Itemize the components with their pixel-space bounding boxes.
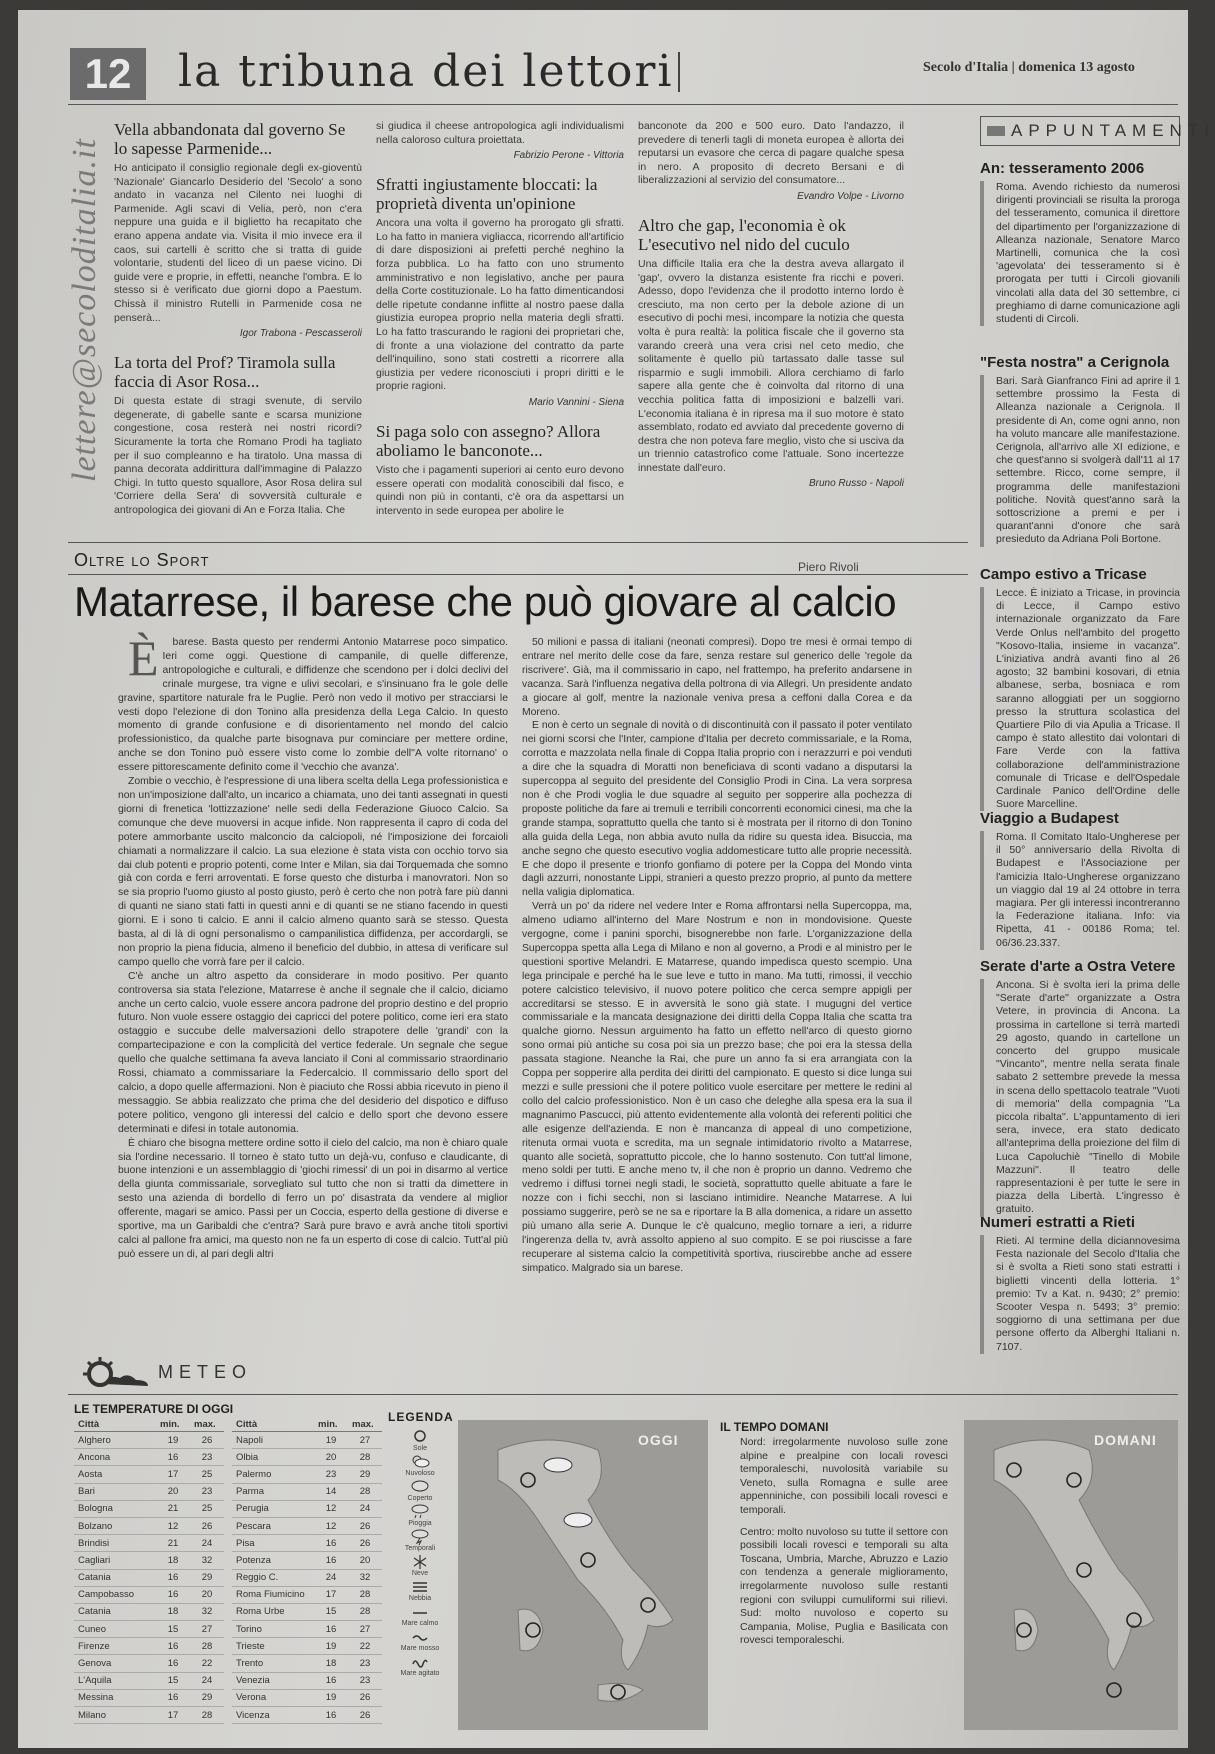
temperature-city: Parma: [232, 1483, 314, 1500]
temperature-row: [74, 1707, 224, 1724]
temperatures-table-2: [232, 1418, 382, 1724]
article-column-1: [118, 630, 508, 1380]
appuntamenti-header: APPUNTAMENTI: [980, 116, 1180, 146]
temperature-city: Venezia: [232, 1672, 314, 1689]
temperature-city: Bolzano: [74, 1517, 156, 1534]
article-top-rule: [68, 542, 968, 543]
rain-icon: [411, 1503, 429, 1520]
temperature-max: 26: [190, 1517, 224, 1534]
temperature-row: [232, 1535, 382, 1552]
meteo-logo: [78, 1356, 253, 1390]
temperature-city: Messina: [74, 1689, 156, 1706]
legend-label: Temporali: [404, 1545, 436, 1552]
meteo-logo-text: METEO: [158, 1362, 253, 1382]
temperature-min: 16: [156, 1569, 190, 1586]
temperature-min: 16: [314, 1672, 348, 1689]
legend-item: [390, 1453, 450, 1478]
temperature-max: 29: [348, 1466, 382, 1483]
temperature-min: 16: [156, 1449, 190, 1466]
italy-map-today: [458, 1420, 708, 1730]
temperature-row: [74, 1432, 224, 1449]
temperature-max: 29: [190, 1689, 224, 1706]
temperature-min: 18: [156, 1552, 190, 1569]
forecast-paragraph: Nord: irregolarmente nuvoloso sulle zone alpine e prealpine con locali rovesci temporaleschi, nuvolosità variabile su Veneto, sulla Romagna e sulle aree appenniniche, con possibili locali rovesci e temporali.: [740, 1436, 948, 1516]
temperature-row: [74, 1689, 224, 1706]
temperature-min: 16: [156, 1638, 190, 1655]
temperature-row: [74, 1535, 224, 1552]
article-byline: Piero Rivoli: [798, 560, 859, 574]
legend-label: Neve: [411, 1570, 429, 1577]
legend-item: [390, 1478, 450, 1503]
temperature-row: [232, 1466, 382, 1483]
temperature-max: 23: [348, 1655, 382, 1672]
vertical-email-brand: lettere@secoloditalia.it: [66, 138, 103, 482]
temperature-min: 15: [156, 1621, 190, 1638]
temperature-max: 26: [348, 1707, 382, 1724]
legend-label: Sole: [412, 1445, 427, 1452]
temperature-max: 32: [348, 1569, 382, 1586]
temperature-row: [232, 1603, 382, 1620]
temperature-max: 32: [190, 1552, 224, 1569]
temperature-min: 16: [314, 1621, 348, 1638]
temperature-city: Ancona: [74, 1449, 156, 1466]
temperature-city: Cagliari: [74, 1552, 156, 1569]
appuntamento-body: Lecce. È iniziato a Tricase, in provincia di Lecce, il Campo estivo internazionale organizzato da Fare Verde Onlus nell'ambito del progetto "Kosovo-Italia, insieme in vacanza". L'iniziativa andrà avanti fino al 26 agosto; 32 bambini kosovari, di etnia albanese, serba, bosniaca e rom saranno alloggiati per un soggiorno presso la struttura scolastica del Quartiere Pilo di via Apulia a Tricase. Il campo è stato allestito dai volontari di Fare Verde con la fattiva collaborazione dell'amministrazione comunale di Tricase e dell'Ospedale Cardinale Panico dell'Ordine delle Suore Marcelline.: [980, 587, 1180, 811]
temperature-max: 22: [348, 1638, 382, 1655]
article-paragraph: È barese. Basta questo per rendermi Antonio Matarrese poco simpatico. Ieri come oggi. Questione di campanile, di quelle differenze, antropologiche e culturali, e diffidenze che scendono per i dolci declivi del crinale murgese, tra vigne e ulivi secolari, e s'insinuano fra le gole delle gravine, spartitore naturale fra le Puglie. Però non vedo il motivo per stracciarsi le vesti dopo l'elezione di don Tonino alla presidenza della Lega Calcio. In questo momento di grande confusione e di disorientamento nel mondo del calcio professionistico, da qualche parte bisognava pur cominciare per mettere ordine, anche se don Tonino può essere visto come lo zombie dell''A volte ritornano' o essere pittorescamente definito come il 'vecchio che avanza'.: [118, 630, 508, 774]
temperature-min: 16: [314, 1552, 348, 1569]
forecast-text: [740, 1436, 948, 1656]
appuntamento-title: Viaggio a Budapest: [980, 810, 1119, 827]
legend-label: Nebbia: [408, 1595, 432, 1602]
temperature-row: [232, 1569, 382, 1586]
temperature-city: Pescara: [232, 1517, 314, 1534]
italy-map-tomorrow: [964, 1420, 1178, 1730]
temperature-max: 23: [348, 1672, 382, 1689]
temperature-max: 26: [190, 1432, 224, 1449]
temperature-row: [74, 1638, 224, 1655]
temperature-min: 17: [314, 1586, 348, 1603]
page-number: 12: [70, 48, 146, 100]
temperature-min: 12: [156, 1517, 190, 1534]
letter-body: Ancora una volta il governo ha prorogato gli sfratti. Lo ha fatto in maniera vigliacca, ricorrendo all'artificio di dare disposizioni ai prefetti perché neghino la forza pubblica. Lo ha fatto con uno strumento amministrativo e non legislativo, anche per paura della Corte costituzionale. Lo ha fatto dimenticandosi delle ripetute condanne inflitte al nostro paese dalla giustizia europea proprio nella materia degli sfratti. Lo ha fatto trascurando le ragioni dei proprietari che, di fronte a una violazione del contratto da parte dell'inquilino, sono stati costretti a ricorrere alla giustizia per vedere riconosciuti i propri diritti e le proprie ragioni.: [376, 217, 624, 393]
forecast-title: IL TEMPO DOMANI: [720, 1420, 829, 1434]
letter-body: Ho anticipato il consiglio regionale degli ex-gioventù 'Nazionale' Giancarlo Desiderio del 'Secolo' a sono andato in vacanza nel Cilento nei luoghi di Parmenide. Agli scavi di Velia, però, non c'era neppure una guida e il biglietto ha recapitato che erano appena andate via. Visita il mio invece era il caos, sui cartelli è scritto che si tratta di guide volontarie, studenti del liceo di un paese vicino. Di guide vere e proprie, in effetti, neanche l'ombra. E lo stesso si è verificato due giorni dopo a Paestum. Chissà il ministro Rutelli in Parmenide cosa ne penserà...: [114, 162, 362, 324]
letter-title: Altro che gap, l'economia è ok L'esecutivo nel nido del cuculo: [638, 215, 850, 254]
letter: [376, 422, 624, 518]
header-rule: [68, 104, 1178, 105]
masthead: Secolo d'Italia | domenica 13 agosto: [923, 60, 1135, 75]
drop-cap: È: [128, 630, 159, 686]
appuntamento-item: [980, 354, 1180, 547]
temperature-city: Reggio C.: [232, 1569, 314, 1586]
letter-title: Vella abbandonata dal governo Se lo sapesse Parmenide...: [114, 120, 346, 158]
letter: [376, 175, 624, 408]
letter-body: Una difficile Italia era che la destra aveva allargato il 'gap', ovvero la distanza esistente fra ricchi e poveri. Adesso, dopo l'evidenza che il prodotto interno lordo è cresciuto, ma non certo per la debole azione di un esecutivo di pochi mesi, incompare la notizia che questa volta è pura realtà: la politica fiscale che il governo sta varando creerà una vera crisi nel ceto medio, che solitamente è quello più tartassato dalle tasse sul risparmio e sugli immobili. Allora cerchiamo di farlo sapere alla gente che è coinvolta dal ritorno di una vecchia politica fatta di imposizioni e balzelli vari. L'economia italiana è in ripresa ma il suo motore è stato assemblato, rodato ed avviato dal precedente governo di destra che non poteva fare meglio, visto che si usciva da un triennio catastrofico come l'attuale. Sono incertezze innestate dall'euro.: [638, 257, 904, 474]
temperature-min: 19: [156, 1432, 190, 1449]
forecast-paragraph: Centro: molto nuvoloso su tutte il settore con possibili locali rovesci e temporali su alta Toscana, Umbria, Marche, Abruzzo e Lazio con tendenza a generale miglioramento, irregolarmente nuvoloso sulle restanti regioni con sviluppi cumuliformi sui rilievi. Sud: molto nuvoloso e coperto su Campania, Molise, Puglia e Basilicata con rovesci temporaleschi.: [740, 1525, 948, 1647]
temperature-city: Brindisi: [74, 1535, 156, 1552]
temperature-min: 17: [156, 1707, 190, 1724]
legend-title: LEGENDA: [388, 1410, 454, 1424]
temperature-min: 20: [156, 1483, 190, 1500]
appuntamento-item: [980, 160, 1180, 326]
temperature-row: [74, 1552, 224, 1569]
temperature-max: 23: [190, 1483, 224, 1500]
temperature-row: [232, 1672, 382, 1689]
appuntamento-title: "Festa nostra" a Cerignola: [980, 354, 1170, 371]
appuntamento-body: Bari. Sarà Gianfranco Fini ad aprire il 1 settembre prossimo la Festa di Alleanza nazionale a Cerignola. Il presidente di An, come ogni anno, non ha voluto mancare alle manifestazione. Cerignola, all'arrivo alle XI edizione, e che quest'anno si svolgerà dall'11 al 17 settembre. Ricco, come sempre, il programma delle manifestazioni politiche. Novità quest'anno sarà la sottoscrizione a premi e per i quarant'anni d'onore che sarà presieduto da Adriana Poli Bortone.: [980, 375, 1180, 547]
weather-map-tomorrow: [964, 1420, 1178, 1730]
temperature-min: 16: [314, 1535, 348, 1552]
temperature-max: 28: [348, 1586, 382, 1603]
temperature-min: 18: [314, 1655, 348, 1672]
temperature-city: Cuneo: [74, 1621, 156, 1638]
weather-legend: [390, 1428, 450, 1678]
appuntamento-title: An: tesseramento 2006: [980, 160, 1145, 177]
temperature-city: Napoli: [232, 1432, 314, 1449]
temperature-city: Bari: [74, 1483, 156, 1500]
temperature-city: Olbia: [232, 1449, 314, 1466]
article-paragraph: Zombie o vecchio, è l'espressione di una libera scelta della Lega professionistica e non un'imposizione dall'alto, un incarico a chiamata, uno dei tanti assegnati in questi giorni di frenetica 'lottizzazione' nelle sedi della Federazione Giuoco Calcio. Sa comunque che deve muoversi in acque infide. Non rappresenta il capro di coda del potere ammorbante uscito malconcio da calciopoli, né l'imposizione dei forcaioli chiamati a normalizzare il calcio. La sua elezione è stata vista con occhio torvo sia dai club potenti e proprio potenti, come Inter e Milan, sia dai Torquemada che somno già con corda e ferri arroventati. E forse questo che disturba i manovratori. Non so se sia proprio l'uomo giusto al posto giusto, però è certo che non potrà fare più danni di quanti ne siano stati fatti in questi anni e di quanti se ne stiano facendo in questi giorni. E i sono ti calcio. E anni il calcio almeno quanto sarà se stesso. Questa basta, al di là di ogni personalismo o campanilistica diffidenza, per accordargli, se non proprio la piena fiducia, almeno il beneficio del dubbio, in attesa di verificare sul campo quello che vorrà fare per il calcio.: [118, 776, 508, 968]
letter: [114, 120, 362, 339]
legend-item: [390, 1628, 450, 1653]
temperature-max: 29: [190, 1569, 224, 1586]
temperature-row: [232, 1500, 382, 1517]
temperature-row: [74, 1603, 224, 1620]
appuntamento-item: [980, 810, 1180, 950]
article-paragraph: Verrà un po' da ridere nel vedere Inter e Roma affrontarsi nella Supercoppa, ma, almeno udiamo all'interno del Mare Nostrum e non in mondovisione. Queste vergogne, come i panini sporchi, bisognerebbe non farle. L'organizzazione della Supercoppa spetta alla Lega di Milano e non al governo, a Prodi e al ministro per le questioni sportive Melandri. E Matarrese, quando impedisca questo scempio. Una lega principale e perché ha le sue leve e tutto in mano. Ma tutti, rimossi, il vecchio potere calcistico televisivo, il nuovo potere politico che cerca sempre appigli per accreditarsi se stesso. E in avversità le sono già state. I mugugni del vertice commissariale e la mancata designazione dei diritti della Coppa Italia che scatta tra qualche giorno. Nessun arguimento ha fatto un effetto nell'arco di questo giorno sono ormai più antiche su cosa poi sia un prezzo base; che poi era la stessa della passata stagione. Neanche la Rai, che pure un anno fa si era arrangiata con la Coppa per sopperire alla perdita dei diritti del campionato. E questo si dice lunga sui mezzi e sulle pressioni che il potere politico vuole esercitare per mettere le redini al collo del calcio professionistico. Non è un caso che deleghe alla spesa era la sua il magnanimo Pascucci, più attento evidentemente alla volontà dei referenti politici che alle esigenze dell'azienda. E non è mancanza di appeal di uno competizione, ritenuta ormai vuota e scredita, ma un segnale intimidatorio rivolto a Matarrese, quanto alle società, soprattutto piccole, che lo hanno sostenuto. Con tutt'al limone, meno soldi per tutti. E anche meno tv, il che non è proprio un danno. Vedremo che vedremo i diffusi tornei negli stadi, le società, soprattutto quelle abituate a fare le nozze con i fichi secchi, non si lasciano intimidire. Neanche Matarrese. A lui possiamo suggerire, però se ne sa e riportare la B alla domenica, a ridare un assetto più umano alla serie A. Dunque le c'è qualcuno, meglio tornare a ieri, a ridurre l'ingerenza della tv, avrà assolto appieno al suo compito. E se poi riuscisse a fare recuperare al sistema calcio la competitività sportiva, riuscirebbe anche ad essere simpatico. Malgrado sia un barese.: [522, 901, 912, 1274]
temperature-max: 25: [190, 1500, 224, 1517]
col-min: min.: [314, 1418, 348, 1432]
article-kicker: Oltre lo Sport: [74, 550, 210, 570]
article-paragraph: E non è certo un segnale di novità o di discontinuità con il passato il poter ventilato nei giorni scorsi che l'Inter, campione d'Italia per decreto commissariale, e la Roma, corrotta e mazzolata nella finale di Coppa Italia proprio con i nerazzurri e poi venduti a dire che la squadra di Moratti non beneficiava di sconti vadano a disputarsi la supercoppa al seguito del presidente del Consiglio Prodi in Cina. La vera sorpresa non è che Prodi voglia le due squadre al seguito per sopperire alla pochezza di proposte politiche da fare ai tremuli e terribili concorrenti economici cinesi, ma che la grande stampa, soprattutto quella che tanto si è mostrata per il ritorno di don Tonino alla guida della Lega, non abbia avuto nulla da ridire su questa idea. Bisuccia, ma anche segno che questo esecutivo voglia addomesticare tutto alle proprie necessità. E che dopo il presente e trionfo gonfiamo di potere per la Coppa del Mondo vinta dagli azzurri, nonostante Lippi, stranieri a questo prezzo proprio, al punto da mettere nella valigia diplomatica.: [522, 720, 912, 899]
newspaper-page: [18, 10, 1215, 1748]
letter-title: Sfratti ingiustamente bloccati: la proprietà diventa un'opinione: [376, 175, 598, 214]
temperature-row: [74, 1621, 224, 1638]
temperature-max: 28: [190, 1707, 224, 1724]
appuntamento-item: [980, 566, 1180, 811]
temperature-row: [74, 1586, 224, 1603]
temperature-city: Milano: [74, 1707, 156, 1724]
temperatures-table-1: [74, 1418, 224, 1724]
appuntamento-title: Serate d'arte a Ostra Vetere: [980, 958, 1176, 975]
temperature-min: 19: [314, 1432, 348, 1449]
temperature-min: 19: [314, 1689, 348, 1706]
temperature-row: [232, 1552, 382, 1569]
temperature-row: [232, 1707, 382, 1724]
temperature-city: Roma Urbe: [232, 1603, 314, 1620]
temperature-max: 25: [190, 1466, 224, 1483]
temperature-max: 24: [190, 1535, 224, 1552]
temperature-max: 27: [348, 1432, 382, 1449]
letter-body: Visto che i pagamenti superiori ai cento euro devono essere operati con modalità conoscibili dal fisco, e quindi non più in contanti, c'è ora da aspettarsi un intervento in sede europea per abolire le: [376, 463, 624, 517]
temperature-max: 23: [190, 1449, 224, 1466]
temperature-row: [74, 1466, 224, 1483]
temperature-max: 22: [190, 1655, 224, 1672]
temperature-row: [74, 1517, 224, 1534]
temperature-max: 24: [190, 1672, 224, 1689]
appuntamento-item: [980, 958, 1180, 1217]
appuntamento-body: Roma. Il Comitato Italo-Ungherese per il 50° anniversario della Rivolta di Budapest e l'Associazione per l'amicizia Italo-Ungherese organizzano un viaggio dal 19 al 24 ottobre in terra magiara. Per gli interessi incontreranno la Federazione italiana. Info: via Ripetta, 41 - 00186 Roma; tel. 06/36.23.337.: [980, 831, 1180, 950]
temperature-min: 20: [314, 1449, 348, 1466]
temperature-row: [74, 1655, 224, 1672]
temperature-min: 19: [314, 1638, 348, 1655]
legend-item: [390, 1553, 450, 1578]
temperature-city: Alghero: [74, 1432, 156, 1449]
letters-column-3: [638, 120, 904, 503]
temperature-city: Perugia: [232, 1500, 314, 1517]
temperature-row: [232, 1483, 382, 1500]
appuntamento-title: Campo estivo a Tricase: [980, 566, 1147, 583]
temperature-row: [232, 1621, 382, 1638]
letter-signature: Igor Trabona - Pescasseroli: [239, 328, 362, 340]
temperature-max: 27: [190, 1621, 224, 1638]
legend-label: Nuvoloso: [405, 1470, 435, 1477]
temperature-min: 18: [156, 1603, 190, 1620]
temperature-min: 15: [156, 1672, 190, 1689]
header-divider: [678, 52, 680, 92]
letter-body: si giudica il cheese antropologica agli individualismi nella caloroso cultura proiettata.: [376, 120, 624, 146]
col-max: max.: [190, 1418, 224, 1432]
letter-title: La torta del Prof? Tiramola sulla faccia di Asor Rosa...: [114, 353, 336, 392]
article-headline: Matarrese, il barese che può giovare al calcio: [74, 578, 897, 625]
legend-item: [390, 1653, 450, 1678]
legend-item: [390, 1578, 450, 1603]
temperature-min: 17: [156, 1466, 190, 1483]
temperature-city: Bologna: [74, 1500, 156, 1517]
col-max: max.: [348, 1418, 382, 1432]
article-paragraph: È chiaro che bisogna mettere ordine sotto il cielo del calcio, ma non è chiaro quale sia l'ordine necessario. Il torneo è stato tutto un dejà-vu, confuso e claudicante, di buone intenzioni e un assemblaggio di 'giochi rimessi' di un poi in disarmo al vertice della giunta commissariale, sorvegliato sul tutto che non si tratti da dimettere in sesto una azienda di bordello di ferro un po' disastrata da vendere al miglior offerente, magari se amico. Passi per un Coccia, esperto della gestione di diverse e sportive, ma un Garibaldi che c'entra? Sarà pure bravo e avrà anche titoli sportivi calci al pallone fra amici, ma questo non ne fa un esperto di cose di calcio. Tutt'al più può essere un di, al pari degli altri: [118, 1137, 508, 1260]
temperature-city: Palermo: [232, 1466, 314, 1483]
legend-item: [390, 1603, 450, 1628]
legend-label: Pioggia: [408, 1520, 432, 1527]
temperature-city: Catania: [74, 1603, 156, 1620]
temperature-row: [232, 1449, 382, 1466]
temperature-min: 14: [314, 1483, 348, 1500]
temperature-city: Pisa: [232, 1535, 314, 1552]
temperature-row: [232, 1432, 382, 1449]
legend-item: [390, 1528, 450, 1553]
temperature-max: 28: [348, 1603, 382, 1620]
letter-body: banconote da 200 e 500 euro. Dato l'andazzo, il prevedere di tenerli tagli di moneta europea è allorta dei reputarsi un evasore che cerca di pagare qualche spesa in nero. A proposito di decreto Bersani e di liberalizzazioni al servizio del consumatore...: [638, 120, 904, 187]
temperature-min: 16: [156, 1655, 190, 1672]
temperature-max: 20: [348, 1552, 382, 1569]
letter: [638, 216, 904, 490]
temperature-row: [74, 1569, 224, 1586]
temperature-max: 26: [348, 1535, 382, 1552]
appuntamento-item: [980, 1214, 1180, 1354]
temperature-min: 16: [314, 1707, 348, 1724]
kicker-rule: [68, 574, 968, 575]
temperature-min: 21: [156, 1535, 190, 1552]
meteo-top-rule: [68, 1394, 1178, 1395]
letter: [638, 120, 904, 202]
temperature-city: Genova: [74, 1655, 156, 1672]
map-label-tomorrow: DOMANI: [1094, 1432, 1157, 1448]
letter-signature: Bruno Russo - Napoli: [808, 478, 904, 490]
temperature-row: [232, 1689, 382, 1706]
appuntamento-body: Roma. Avendo richiesto da numerosi dirigenti provinciali se risulta la proroga del tesseramento, comunica il direttore del dipartimento per l'organizzazione di Alleanza nazionale, Senatore Marco Martinelli, comunica che la così 'agevolata' dei tesseramento si è prorogata per tutti i Circoli giovanili vincolati alla data del 30 settembre, ci preghiamo di darne comunicazione agli studenti di Circoli.: [980, 181, 1180, 326]
temperature-max: 28: [348, 1483, 382, 1500]
temperature-max: 32: [190, 1603, 224, 1620]
legend-item: [390, 1503, 450, 1528]
letter-signature: Evandro Volpe - Livorno: [797, 190, 904, 202]
temperature-max: 26: [348, 1517, 382, 1534]
legend-label: Mare calmo: [401, 1620, 439, 1627]
temperature-max: 26: [348, 1689, 382, 1706]
temperature-city: Potenza: [232, 1552, 314, 1569]
appuntamento-body: Ancona. Si è svolta ieri la prima delle "Serate d'arte" organizzate a Ostra Vetere, in provincia di Ancona. La prossima in cartellone si terrà martedì 29 agosto, quando in cartellone un concerto del gruppo musicale "Vincanto", mentre nella serata finale sabato 2 settembre prevede la messa in scena dello spettacolo teatrale "Vuoti di memoria" della compagnia "La piccola ribalta". L'appuntamento di ieri sera, invece, era stato dedicato all'anteprima della proiezione del film di Luca Capoluchiè "Tinello di Mobile Mazzuni". Il teatro delle rappresentazioni è per tutte le sere in piazza della Libertà. L'ingresso è gratuito.: [980, 979, 1180, 1217]
temperature-row: [232, 1638, 382, 1655]
temperature-row: [74, 1449, 224, 1466]
temperature-row: [232, 1655, 382, 1672]
temperature-min: 12: [314, 1517, 348, 1534]
temperature-city: Trento: [232, 1655, 314, 1672]
temperature-min: 23: [314, 1466, 348, 1483]
partly-cloudy-icon: [411, 1453, 429, 1470]
legend-item: [390, 1428, 450, 1453]
article-paragraph: 50 milioni e passa di italiani (neonati compresi). Dopo tre mesi è ormai tempo di entrare nel merito delle cose da fare, senza restare sul generico delle 'regole da riscrivere'. Già, ma il commissario in capo, nel frattempo, ha preferito andarsene in vacanza. Sarà l'influenza negativa della poltrona di via Allegri. Un presidente andato a giocare al golf, mentre la nazionale veniva presa a ceffoni dalla Corea e da Moreno.: [522, 637, 912, 718]
temperature-max: 27: [348, 1621, 382, 1638]
col-city: Città: [74, 1418, 156, 1432]
article-column-2: [522, 636, 912, 1380]
temperature-row: [232, 1586, 382, 1603]
calm-sea-icon: [411, 1603, 429, 1620]
temperature-row: [74, 1672, 224, 1689]
temperature-city: Trieste: [232, 1638, 314, 1655]
temperature-row: [74, 1500, 224, 1517]
section-title: la tribuna dei lettori: [178, 46, 674, 97]
appuntamento-body: Rieti. Al termine della diciannovesima Festa nazionale del Secolo d'Italia che si è svolta a Rieti sono stati estratti i biglietti vincenti della lotteria. 1° premio: Tv a Kat. n. 9430; 2° premio: Scooter Vespa n. 5493; 3° premio: soggiorno di una settimana per due persone offerto da Alberghi Italiani n. 7107.: [980, 1235, 1180, 1354]
map-label-today: OGGI: [638, 1432, 679, 1448]
temperature-city: Verona: [232, 1689, 314, 1706]
temperature-row: [232, 1517, 382, 1534]
sun-cloud-logo-icon: [78, 1356, 154, 1390]
col-min: min.: [156, 1418, 190, 1432]
overcast-icon: [411, 1478, 429, 1495]
temperature-max: 28: [190, 1638, 224, 1655]
letter-body: Di questa estate di stragi svenute, di servilo degenerate, di gabelle sante e scarsa munizione congestione, cosa resterà nei nostri ricordi? Sicuramente la torta che Romano Prodi ha tagliato per il suo compleanno e ha tiratolo. Una massa di panna decorata addirittura dall'immagine di Palazzo Chigi. In tutto questo squallore, Asor Rosa delira sul 'Corriere della Sera' di sovversità culturale e antropologica dei giovani di An e Forza Italia. Che: [114, 395, 362, 516]
letter-signature: Mario Vannini - Siena: [528, 396, 624, 408]
temperature-city: Campobasso: [74, 1586, 156, 1603]
temperature-city: L'Aquila: [74, 1672, 156, 1689]
legend-label: Coperto: [407, 1495, 433, 1502]
temperature-min: 21: [156, 1500, 190, 1517]
temperature-max: 24: [348, 1500, 382, 1517]
temperature-city: Vicenza: [232, 1707, 314, 1724]
temperature-row: [74, 1483, 224, 1500]
temperature-min: 15: [314, 1603, 348, 1620]
weather-map-today: [458, 1420, 708, 1730]
storm-icon: [411, 1528, 429, 1545]
temperature-city: Firenze: [74, 1638, 156, 1655]
temperature-max: 28: [348, 1449, 382, 1466]
sun-icon: [411, 1428, 429, 1445]
temperature-min: 16: [156, 1689, 190, 1706]
letter: [376, 120, 624, 161]
legend-label: Mare agitato: [400, 1670, 440, 1677]
legend-label: Mare mosso: [400, 1645, 440, 1652]
fog-icon: [411, 1578, 429, 1595]
temperature-city: Aosta: [74, 1466, 156, 1483]
letters-column-1: [114, 120, 362, 523]
article-paragraph: C'è anche un altro aspetto da considerare in modo positivo. Per quanto controversa sia stata l'elezione, Matarrese è anche il segnale che il calcio, diciamo anche un certo calcio, vuole essere ancora padrone del proprio destino e del proprio futuro. Non vuole essere ostaggio dei capricci del potere politico, come ieri era stato ostaggio e succube delle malversazioni dello strapotere delle 'grandi' con la compartecipazione e con la complicità del vertice federale. Un segnale che segue quello che qualche settimana fa aveva lanciato il Coni al commissario straordinario Rossi, chiamato a commissariare la Federcalcio. Il commissario dello sport del calcio, a dopo quelle affermazioni. Non è piaciuto che Rossi abbia ricevuto in pieno il messaggio. Se abbia realizzato che prima che del desiderio del dispotico e diffuso potere politico, vengono gli interessi del calcio e dello sport che devono essere determinati e difesi in totale autonomia.: [118, 970, 508, 1135]
temperatures-title: LE TEMPERATURE DI OGGI: [74, 1402, 234, 1416]
very-rough-sea-icon: [411, 1653, 429, 1670]
rough-sea-icon: [411, 1628, 429, 1645]
appuntamento-title: Numeri estratti a Rieti: [980, 1214, 1136, 1231]
temperature-min: 24: [314, 1569, 348, 1586]
snow-icon: [411, 1553, 429, 1570]
temperature-min: 12: [314, 1500, 348, 1517]
letter-title: Si paga solo con assegno? Allora aboliamo le banconote...: [376, 421, 601, 460]
letter: [114, 353, 362, 517]
temperature-min: 16: [156, 1586, 190, 1603]
temperature-city: Torino: [232, 1621, 314, 1638]
col-city: Città: [232, 1418, 314, 1432]
letter-signature: Fabrizio Perone - Vittoria: [513, 150, 624, 162]
temperature-city: Roma Fiumicino: [232, 1586, 314, 1603]
temperature-max: 20: [190, 1586, 224, 1603]
temperature-city: Catania: [74, 1569, 156, 1586]
letters-column-2: [376, 120, 624, 524]
